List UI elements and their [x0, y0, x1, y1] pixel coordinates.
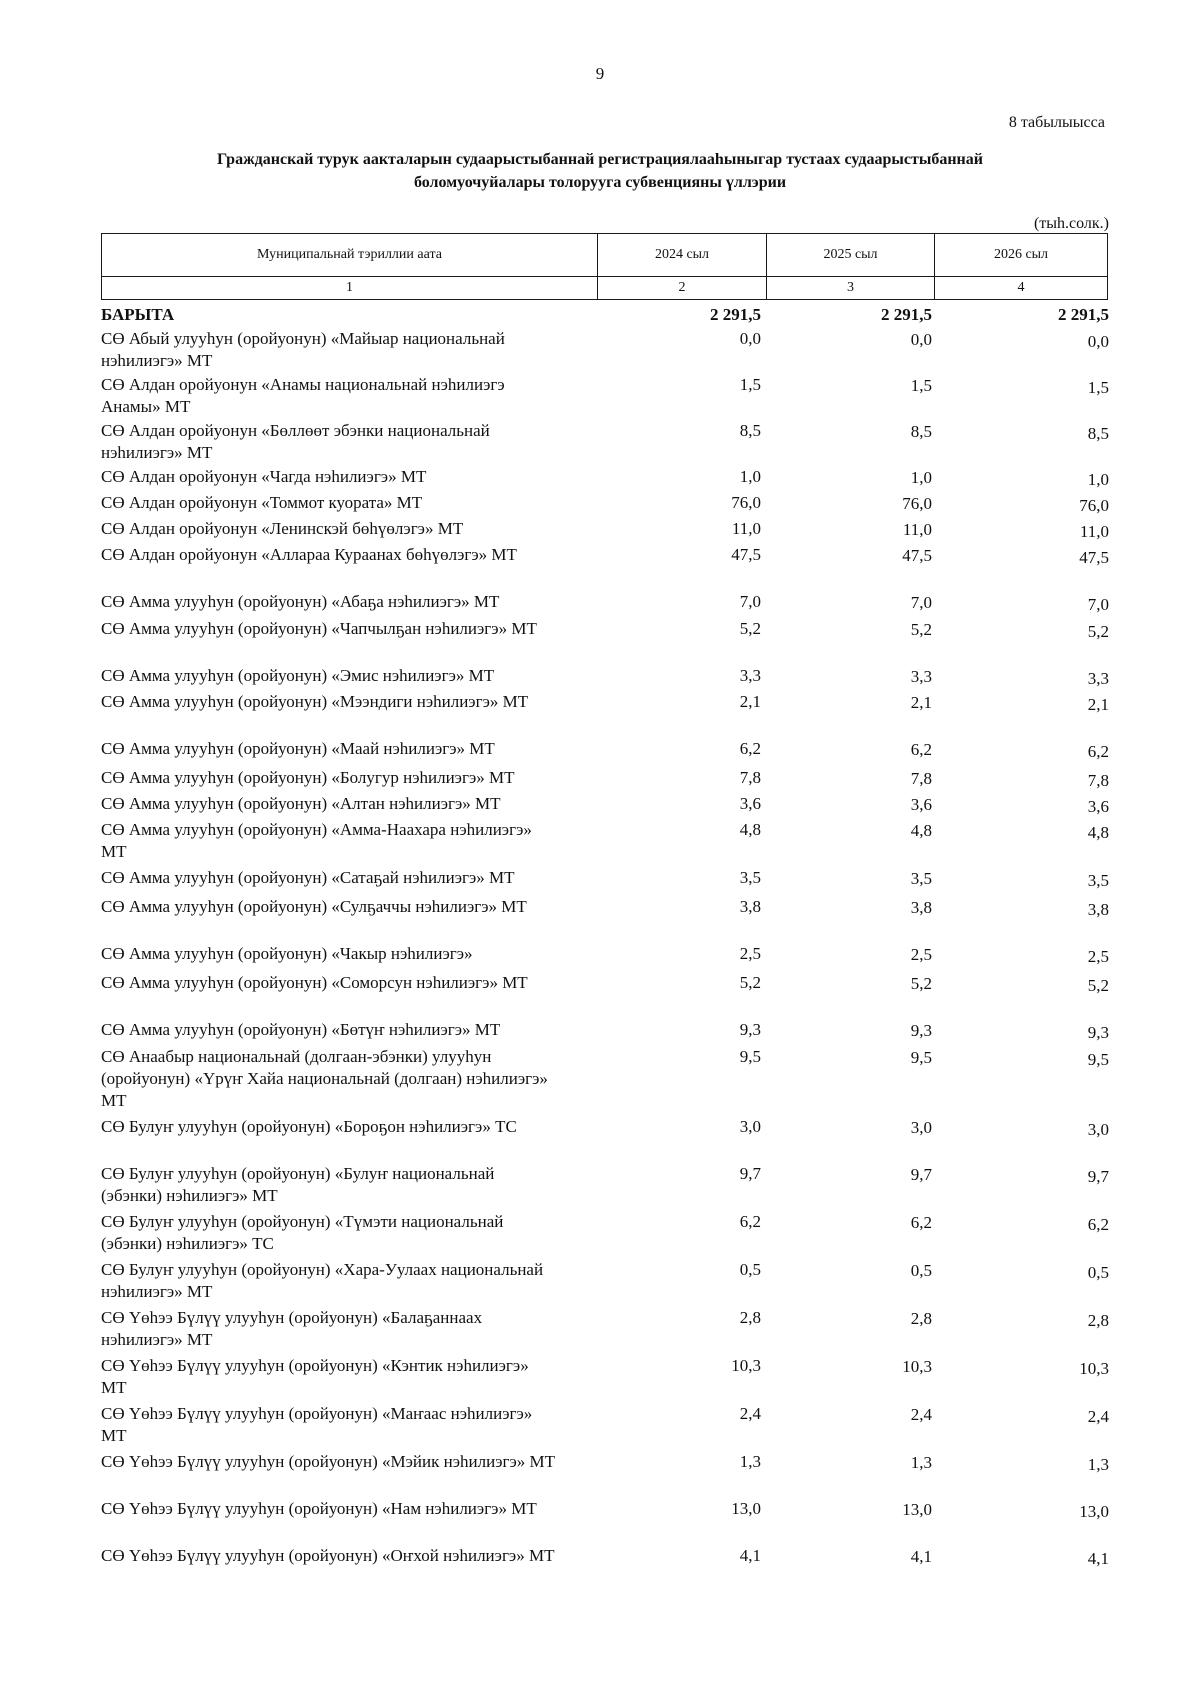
value-2025: 76,0	[902, 494, 932, 513]
table-row	[101, 738, 1109, 763]
municipality-name	[101, 1211, 609, 1255]
column-number-2: 2	[598, 277, 767, 300]
value-2024: 10,3	[731, 1356, 761, 1375]
municipality-name-line: СӨ Алдан оройуонун «Аллараа Кураанах бөһүөлэгэ» МТ	[101, 545, 517, 564]
title-line-1: Гражданскай турук аакталарын судаарыстыбаннай регистрациялааһыныгар тустаах судаарыстыбаннай	[217, 151, 983, 168]
municipality-name	[101, 618, 609, 640]
value-2026: 0,5	[1087, 1263, 1109, 1282]
table-row	[101, 420, 1109, 464]
value-2024: 13,0	[731, 1499, 761, 1518]
value-2024: 3,8	[739, 897, 761, 916]
table-row	[101, 1163, 1109, 1207]
value-2025: 3,0	[910, 1118, 932, 1137]
municipality-name	[101, 544, 609, 566]
value-2024: 9,3	[739, 1020, 761, 1039]
municipality-name	[101, 1259, 609, 1303]
total-2024: 2 291,5	[710, 305, 761, 324]
column-number-1: 1	[102, 277, 598, 300]
table-row	[101, 1355, 1109, 1399]
municipality-name	[101, 1163, 609, 1207]
value-2025: 4,8	[910, 821, 932, 840]
header-2025: 2025 сыл	[767, 234, 935, 277]
value-2025: 6,2	[910, 740, 932, 759]
municipality-name-line: СӨ Алдан оройуонун «Томмот куората» МТ	[101, 493, 423, 512]
value-2024: 3,0	[739, 1117, 761, 1136]
value-2025: 6,2	[910, 1213, 932, 1232]
municipality-name-line: нэһилиэгэ» МТ	[101, 443, 213, 462]
column-number-row	[102, 277, 1108, 300]
value-2025: 3,3	[910, 667, 932, 686]
municipality-name-line: СӨ Амма улууһун (оройуонун) «Чакыр нэһилиэгэ»	[101, 944, 473, 963]
table-row	[101, 767, 1109, 792]
municipality-name	[101, 972, 609, 994]
value-2025: 0,0	[910, 330, 932, 349]
value-2024: 0,5	[739, 1260, 761, 1279]
value-2024: 47,5	[731, 545, 761, 564]
table-row	[101, 943, 1109, 968]
value-2024: 1,5	[739, 375, 761, 394]
value-2025: 3,6	[910, 795, 932, 814]
municipality-name-line: нэһилиэгэ» МТ	[101, 1330, 213, 1349]
value-2026: 3,8	[1087, 900, 1109, 919]
value-2025: 10,3	[902, 1357, 932, 1376]
value-2024: 3,3	[739, 666, 761, 685]
municipality-name-line: СӨ Амма улууһун (оройуонун) «Сулҕаччы нэһилиэгэ» МТ	[101, 897, 527, 916]
value-2024: 9,5	[739, 1047, 761, 1066]
municipality-name	[101, 518, 609, 540]
total-2025: 2 291,5	[881, 305, 932, 324]
table-row	[101, 1451, 1109, 1476]
municipality-name	[101, 492, 609, 514]
total-row	[101, 304, 1109, 326]
value-2024: 1,3	[739, 1452, 761, 1471]
municipality-name-line: СӨ Алдан оройуонун «Бөллөөт эбэнки национальнай	[101, 421, 490, 440]
value-2024: 4,8	[739, 820, 761, 839]
value-2026: 6,2	[1087, 742, 1109, 761]
municipality-name-line: СӨ Үөһээ Бүлүү улууһун (оройуонун) «Оҥхой нэһилиэгэ» МТ	[101, 1546, 555, 1565]
value-2026: 4,8	[1087, 823, 1109, 842]
value-2024: 7,0	[739, 592, 761, 611]
value-2025: 4,1	[910, 1547, 932, 1566]
table-row	[101, 1403, 1109, 1447]
value-2026: 5,2	[1087, 622, 1109, 641]
value-2026: 3,3	[1087, 669, 1109, 688]
value-2026: 8,5	[1087, 424, 1109, 443]
value-2026: 9,3	[1087, 1023, 1109, 1042]
value-2024: 5,2	[739, 973, 761, 992]
municipality-name-line: СӨ Амма улууһун (оройуонун) «Абаҕа нэһилиэгэ» МТ	[101, 592, 500, 611]
table-row	[101, 492, 1109, 517]
value-2026: 10,3	[1079, 1359, 1109, 1378]
municipality-name-line: СӨ Амма улууһун (оройуонун) «Болугур нэһилиэгэ» МТ	[101, 768, 515, 787]
value-2024: 2,1	[739, 692, 761, 711]
header-2024: 2024 сыл	[598, 234, 767, 277]
table-row	[101, 328, 1109, 372]
value-2026: 2,5	[1087, 947, 1109, 966]
value-2026: 9,5	[1087, 1050, 1109, 1069]
municipality-name	[101, 466, 609, 488]
value-2026: 0,0	[1087, 332, 1109, 351]
value-2025: 2,5	[910, 945, 932, 964]
table-row	[101, 1498, 1109, 1523]
municipality-name-line: МТ	[101, 1091, 127, 1110]
municipality-name	[101, 420, 609, 464]
table-row	[101, 1046, 1109, 1112]
document-title	[150, 148, 1050, 194]
value-2025: 7,0	[910, 593, 932, 612]
value-2026: 76,0	[1079, 496, 1109, 515]
value-2024: 6,2	[739, 1212, 761, 1231]
value-2026: 6,2	[1087, 1215, 1109, 1234]
value-2026: 1,5	[1087, 378, 1109, 397]
value-2026: 2,8	[1087, 1311, 1109, 1330]
table-row	[101, 691, 1109, 716]
value-2024: 11,0	[731, 519, 761, 538]
value-2024: 4,1	[739, 1546, 761, 1565]
municipality-name-line: нэһилиэгэ» МТ	[101, 351, 213, 370]
table-row	[101, 793, 1109, 818]
municipality-name	[101, 793, 609, 815]
municipality-name	[101, 1355, 609, 1399]
municipality-name-line: СӨ Амма улууһун (оройуонун) «Чапчылҕан нэһилиэгэ» МТ	[101, 619, 537, 638]
value-2025: 3,5	[910, 869, 932, 888]
value-2026: 1,0	[1087, 470, 1109, 489]
municipality-name-line: СӨ Алдан оройуонун «Чагда нэһилиэгэ» МТ	[101, 467, 427, 486]
municipality-name	[101, 1451, 609, 1473]
value-2025: 7,8	[910, 769, 932, 788]
municipality-name	[101, 1046, 609, 1112]
municipality-name-line: СӨ Булуҥ улууһун (оройуонун) «Хара-Уулаах национальнай	[101, 1260, 544, 1279]
table-row	[101, 665, 1109, 690]
municipality-name-line: СӨ Амма улууһун (оройуонун) «Бөтүҥ нэһилиэгэ» МТ	[101, 1020, 501, 1039]
table-row	[101, 374, 1109, 418]
value-2025: 9,7	[910, 1165, 932, 1184]
value-2024: 2,5	[739, 944, 761, 963]
value-2026: 11,0	[1079, 522, 1109, 541]
municipality-name	[101, 738, 609, 760]
municipality-name-line: СӨ Амма улууһун (оройуонун) «Мээндиги нэһилиэгэ» МТ	[101, 692, 529, 711]
municipality-name-line: СӨ Үөһээ Бүлүү улууһун (оройуонун) «Балаҕаннаах	[101, 1308, 483, 1327]
municipality-name	[101, 1307, 609, 1351]
municipality-name-line: СӨ Анаабыр национальнай (долгаан-эбэнки) улууһун	[101, 1047, 492, 1066]
value-2026: 47,5	[1079, 548, 1109, 567]
value-2026: 5,2	[1087, 976, 1109, 995]
value-2025: 3,8	[910, 898, 932, 917]
table-header	[101, 233, 1108, 300]
value-2026: 2,1	[1087, 695, 1109, 714]
value-2026: 7,8	[1087, 771, 1109, 790]
title-line-2: боломуочуйалары толорууга субвенцияны үллэрии	[413, 174, 787, 191]
municipality-name-line: (оройуонун) «Үрүҥ Хайа национальнай (долгаан) нэһилиэгэ»	[101, 1069, 548, 1088]
table-row	[101, 591, 1109, 616]
municipality-name-line: (эбэнки) нэһилиэгэ» МТ	[101, 1186, 278, 1205]
municipality-name-line: СӨ Амма улууһун (оройуонун) «Сатаҕай нэһилиэгэ» МТ	[101, 868, 515, 887]
municipality-name	[101, 1403, 609, 1447]
unit-label: (тыһ.солк.)	[1033, 215, 1109, 232]
municipality-name	[101, 943, 609, 965]
municipality-name-line: МТ	[101, 1378, 127, 1397]
municipality-name	[101, 1545, 609, 1567]
municipality-name	[101, 819, 609, 863]
table-row	[101, 1307, 1109, 1351]
value-2024: 6,2	[739, 739, 761, 758]
value-2024: 8,5	[739, 421, 761, 440]
municipality-name-line: СӨ Булуҥ улууһун (оройуонун) «Бороҕон нэһилиэгэ» ТС	[101, 1117, 517, 1136]
value-2025: 5,2	[910, 620, 932, 639]
municipality-name-line: Анамы» МТ	[101, 397, 191, 416]
value-2025: 11,0	[902, 520, 932, 539]
table-body	[101, 304, 1109, 1570]
value-2024: 7,8	[739, 768, 761, 787]
table-row	[101, 544, 1109, 569]
value-2024: 2,4	[739, 1404, 761, 1423]
value-2024: 3,6	[739, 794, 761, 813]
value-2024: 3,5	[739, 868, 761, 887]
value-2025: 1,5	[910, 376, 932, 395]
municipality-name	[101, 591, 609, 613]
municipality-name-line: СӨ Үөһээ Бүлүү улууһун (оройуонун) «Нам нэһилиэгэ» МТ	[101, 1499, 537, 1518]
table-row	[101, 518, 1109, 543]
value-2024: 2,8	[739, 1308, 761, 1327]
municipality-name	[101, 896, 609, 918]
value-2024: 5,2	[739, 619, 761, 638]
table-row	[101, 819, 1109, 863]
value-2025: 9,5	[910, 1048, 932, 1067]
municipality-name	[101, 767, 609, 789]
municipality-name-line: СӨ Амма улууһун (оройуонун) «Маай нэһилиэгэ» МТ	[101, 739, 495, 758]
municipality-name-line: СӨ Амма улууһун (оройуонун) «Эмис нэһилиэгэ» МТ	[101, 666, 495, 685]
table-row	[101, 867, 1109, 892]
value-2025: 13,0	[902, 1500, 932, 1519]
municipality-name	[101, 374, 609, 418]
value-2025: 2,1	[910, 693, 932, 712]
municipality-name-line: СӨ Булуҥ улууһун (оройуонун) «Түмэти национальнай	[101, 1212, 504, 1231]
value-2026: 3,0	[1087, 1120, 1109, 1139]
value-2026: 7,0	[1087, 595, 1109, 614]
value-2026: 3,6	[1087, 797, 1109, 816]
municipality-name-line: СӨ Үөһээ Бүлүү улууһун (оройуонун) «Кэнтик нэһилиэгэ»	[101, 1356, 529, 1375]
municipality-name-line: СӨ Абый улууһун (оройуонун) «Майыар национальнай	[101, 329, 505, 348]
municipality-name	[101, 328, 609, 372]
value-2025: 0,5	[910, 1261, 932, 1280]
municipality-name-line: (эбэнки) нэһилиэгэ» ТС	[101, 1234, 274, 1253]
municipality-name	[101, 691, 609, 713]
table-row	[101, 466, 1109, 491]
municipality-name-line: СӨ Үөһээ Бүлүү улууһун (оройуонун) «Маҥаас нэһилиэгэ»	[101, 1404, 533, 1423]
municipality-name-line: СӨ Үөһээ Бүлүү улууһун (оройуонун) «Мэйик нэһилиэгэ» МТ	[101, 1452, 556, 1471]
municipality-name-line: МТ	[101, 842, 127, 861]
table-row	[101, 618, 1109, 643]
value-2025: 1,3	[910, 1453, 932, 1472]
value-2024: 1,0	[739, 467, 761, 486]
table-row	[101, 1116, 1109, 1141]
total-2026: 2 291,5	[1058, 305, 1109, 324]
table-row	[101, 1019, 1109, 1044]
value-2026: 1,3	[1087, 1455, 1109, 1474]
value-2025: 2,4	[910, 1405, 932, 1424]
value-2025: 9,3	[910, 1021, 932, 1040]
municipality-name	[101, 867, 609, 889]
municipality-name-line: СӨ Амма улууһун (оройуонун) «Алтан нэһилиэгэ» МТ	[101, 794, 501, 813]
value-2024: 76,0	[731, 493, 761, 512]
value-2026: 4,1	[1087, 1549, 1109, 1568]
table-row	[101, 972, 1109, 997]
value-2024: 0,0	[739, 329, 761, 348]
table-row	[101, 1259, 1109, 1303]
page-number: 9	[595, 64, 605, 83]
municipality-name-line: нэһилиэгэ» МТ	[101, 1282, 213, 1301]
value-2026: 13,0	[1079, 1502, 1109, 1521]
municipality-name-line: СӨ Амма улууһун (оройуонун) «Амма-Наахара нэһилиэгэ»	[101, 820, 532, 839]
municipality-name	[101, 1019, 609, 1041]
value-2025: 2,8	[910, 1309, 932, 1328]
appendix-label: 8 табылыысса	[1008, 114, 1105, 131]
value-2026: 3,5	[1087, 871, 1109, 890]
municipality-name-line: СӨ Булуҥ улууһун (оройуонун) «Булуҥ национальнай	[101, 1164, 495, 1183]
header-row	[102, 234, 1108, 277]
column-number-4: 4	[935, 277, 1108, 300]
table-row	[101, 896, 1109, 921]
header-municipality: Муниципальнай тэриллии аата	[102, 234, 598, 277]
column-number-3: 3	[767, 277, 935, 300]
total-label: БАРЫТА	[101, 305, 175, 324]
header-2026: 2026 сыл	[935, 234, 1108, 277]
value-2024: 9,7	[739, 1164, 761, 1183]
municipality-name-line: СӨ Алдан оройуонун «Анамы национальнай нэһилиэгэ	[101, 375, 505, 394]
value-2025: 1,0	[910, 468, 932, 487]
table-row	[101, 1211, 1109, 1255]
value-2025: 47,5	[902, 546, 932, 565]
municipality-name	[101, 1498, 609, 1520]
municipality-name	[101, 1116, 609, 1138]
municipality-name-line: СӨ Алдан оройуонун «Ленинскэй бөһүөлэгэ» МТ	[101, 519, 464, 538]
value-2026: 2,4	[1087, 1407, 1109, 1426]
municipality-name-line: СӨ Амма улууһун (оройуонун) «Соморсун нэһилиэгэ» МТ	[101, 973, 528, 992]
value-2026: 9,7	[1087, 1167, 1109, 1186]
municipality-name-line: МТ	[101, 1426, 127, 1445]
table-row	[101, 1545, 1109, 1570]
value-2025: 8,5	[910, 422, 932, 441]
value-2025: 5,2	[910, 974, 932, 993]
municipality-name	[101, 665, 609, 687]
